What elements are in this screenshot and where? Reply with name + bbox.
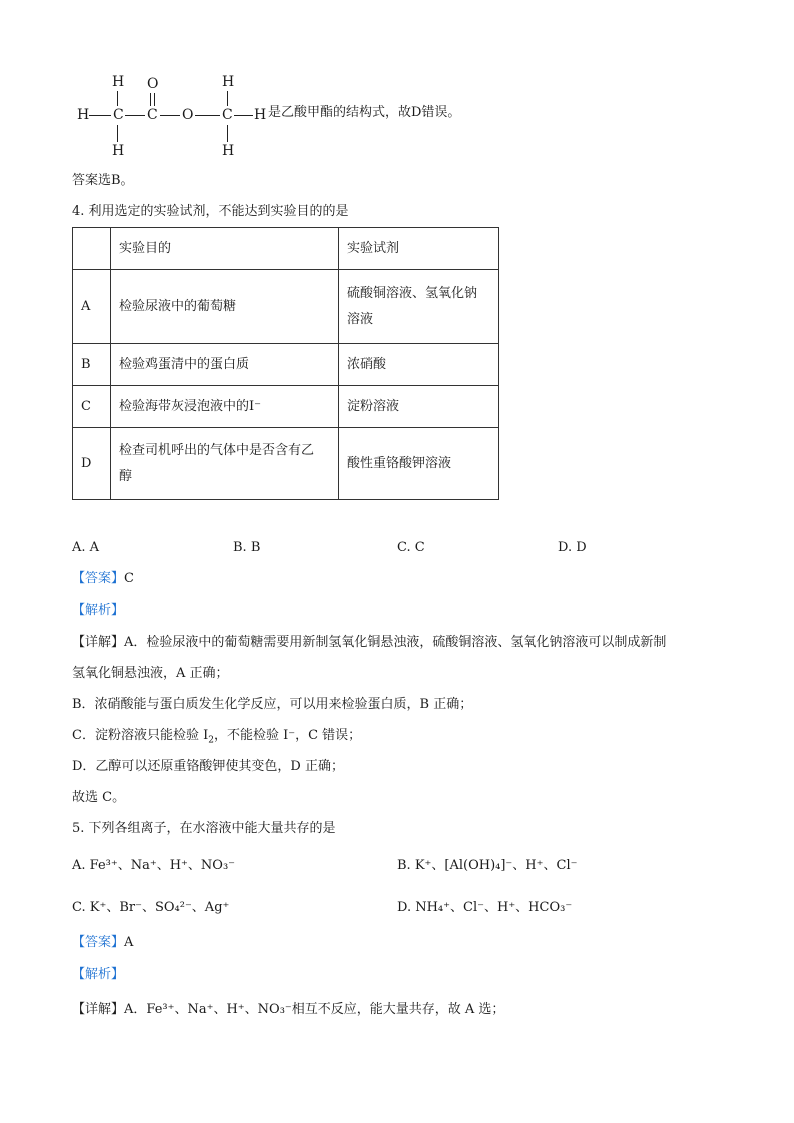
q4-row-a [73, 270, 499, 344]
q4-row-purpose-line2: 醇 [119, 468, 133, 484]
q5-option-b: B. K⁺、[Al(OH)₄]⁻、H⁺、Cl⁻ [397, 858, 578, 873]
bond-c-h-top-left [117, 91, 118, 106]
q5-option-c: C. K⁺、Br⁻、SO₄²⁻、Ag⁺ [72, 900, 230, 915]
bond-h-c [89, 115, 111, 116]
answer-b-line: 答案选B。 [72, 173, 134, 188]
atom-c-methyl: C [113, 107, 124, 123]
q5-detail-tag: 【详解】 [72, 1002, 125, 1017]
structure-description: 是乙酸甲酯的结构式，故D错误。 [268, 105, 461, 120]
q4-conclusion: 故选 C。 [72, 790, 126, 805]
q4-row-reagent: 淀粉溶液 [339, 386, 499, 428]
methyl-acetate-structure [72, 70, 532, 170]
q4-header-reagent: 实验试剂 [339, 228, 499, 270]
q4-answer [72, 569, 134, 589]
q5-stem: 5. 下列各组离子，在水溶液中能大量共存的是 [72, 821, 336, 836]
q5-option-a: A. Fe³⁺、Na⁺、H⁺、NO₃⁻ [72, 858, 236, 873]
atom-h-top-left: H [112, 74, 125, 90]
bond-c-h-bottom-right [227, 125, 228, 142]
atom-o-ester: O [182, 107, 194, 123]
q4-row-purpose [111, 428, 339, 500]
q5-option-d: D. NH₄⁺、Cl⁻、H⁺、HCO₃⁻ [397, 900, 573, 915]
q5-analysis-tag: 【解析】 [72, 967, 125, 982]
q5-answer-tag: 【答案】 [72, 935, 125, 950]
q5-detail-a-text: A．Fe³⁺、Na⁺、H⁺、NO₃⁻相互不反应，能大量共存，故 A 选； [124, 1002, 505, 1017]
q4-row-purpose: 检验海带灰浸泡液中的I⁻ [111, 386, 339, 428]
q4-option-c: C. C [397, 540, 425, 555]
q4-row-purpose-line1: 检查司机呼出的气体中是否含有乙 [119, 442, 315, 458]
atom-h-top-right: H [222, 74, 235, 90]
q4-row-label: C [73, 386, 111, 428]
atom-h-bottom-left: H [112, 143, 125, 159]
q4-row-purpose: 检验鸡蛋清中的蛋白质 [111, 344, 339, 386]
q4-answer-value: C [124, 571, 134, 586]
q4-header-blank [73, 228, 111, 270]
q4-row-reagent-line2: 溶液 [347, 311, 374, 327]
q4-detail-tag: 【详解】 [72, 635, 125, 650]
bond-c-o [160, 115, 180, 116]
q4-answer-tag: 【答案】 [72, 571, 125, 586]
q4-detail-a-text: A．检验尿液中的葡萄糖需要用新制氢氧化铜悬浊液，硫酸铜溶液、氢氧化钠溶液可以制成新制 [124, 635, 667, 650]
q4-table [72, 227, 499, 500]
q4-option-d: D. D [558, 540, 587, 555]
q4-detail-d: D．乙醇可以还原重铬酸钾使其变色，D 正确； [72, 759, 344, 774]
atom-h-right: H [254, 107, 267, 123]
bond-o-c [195, 115, 220, 116]
q4-row-label: A [73, 270, 111, 344]
q4-row-reagent: 酸性重铬酸钾溶液 [339, 428, 499, 500]
q5-answer-value: A [124, 935, 134, 950]
q5-answer [72, 933, 133, 953]
q4-row-reagent [339, 270, 499, 344]
q4-detail-c-post: ，不能检验 I⁻，C 错误； [213, 728, 362, 743]
q4-row-reagent-line1: 硫酸铜溶液、氢氧化钠 [347, 285, 478, 301]
q4-row-reagent: 浓硝酸 [339, 344, 499, 386]
q4-stem: 4. 利用选定的实验试剂，不能达到实验目的的是 [72, 204, 349, 219]
atom-h-bottom-right: H [222, 143, 235, 159]
q5-detail-a [72, 1000, 504, 1020]
q4-row-c [73, 386, 499, 428]
bond-c-o-double-2 [154, 93, 155, 106]
q4-header-purpose: 实验目的 [111, 228, 339, 270]
q4-row-d [73, 428, 499, 500]
bond-c-h-right [234, 115, 253, 116]
q4-option-b: B. B [233, 540, 261, 555]
q4-detail-a-line2: 氢氧化铜悬浊液，A 正确； [72, 666, 229, 681]
q4-row-b [73, 344, 499, 386]
q4-detail-c-sub: 2 [208, 735, 214, 746]
atom-c-carbonyl: C [147, 107, 158, 123]
bond-c-h-top-right [227, 91, 228, 106]
q4-row-purpose: 检验尿液中的葡萄糖 [111, 270, 339, 344]
q4-analysis-tag: 【解析】 [72, 603, 125, 618]
bond-c-h-bottom-left [117, 125, 118, 142]
atom-o-double: O [147, 76, 159, 92]
atom-c-ester-methyl: C [222, 107, 233, 123]
q4-detail-a-line1 [72, 633, 666, 653]
q4-row-label: D [73, 428, 111, 500]
q4-detail-b: B．浓硝酸能与蛋白质发生化学反应，可以用来检验蛋白质，B 正确； [72, 697, 473, 712]
bond-c-o-double-1 [150, 93, 151, 106]
q4-option-a: A. A [72, 540, 100, 555]
q4-detail-c-pre: C．淀粉溶液只能检验 I [72, 728, 209, 743]
bond-c-c [125, 115, 145, 116]
atom-h-left: H [77, 107, 90, 123]
q4-row-label: B [73, 344, 111, 386]
q4-detail-c [72, 726, 361, 746]
